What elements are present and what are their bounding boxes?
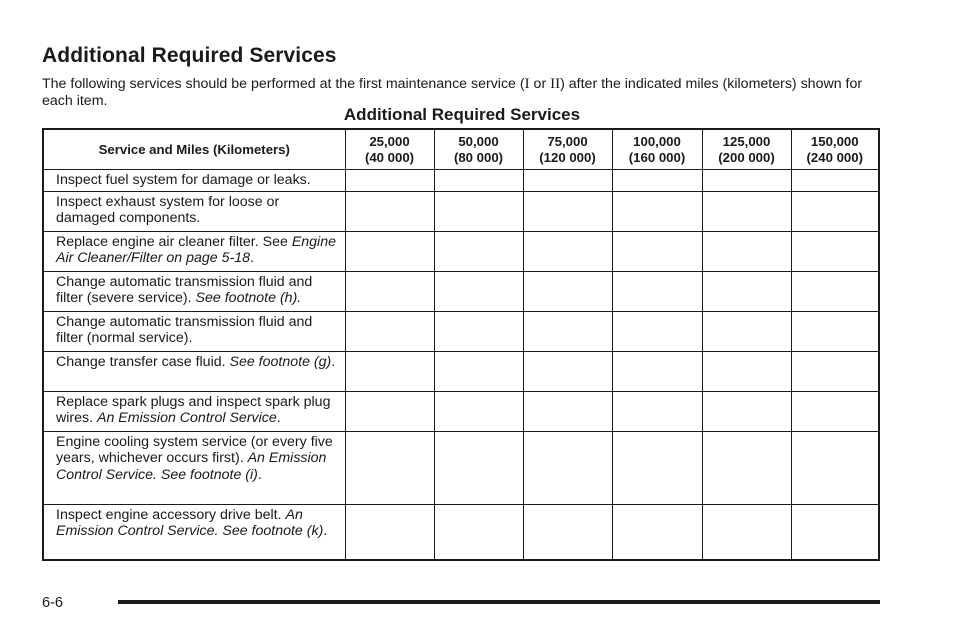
interval-cell [791, 170, 879, 192]
interval-cell [523, 391, 612, 431]
interval-cell [523, 191, 612, 231]
interval-cell [434, 191, 523, 231]
interval-cell [434, 431, 523, 504]
service-note: An Emission Control Service [97, 410, 277, 426]
interval-cell [523, 431, 612, 504]
interval-cell [612, 170, 702, 192]
interval-cell [791, 504, 879, 560]
service-text: Change automatic transmission fluid and filter (normal service). [56, 313, 313, 346]
mileage-miles: 25,000 [369, 133, 410, 149]
mileage-km: (200 000) [718, 149, 775, 165]
table-row [43, 311, 879, 351]
service-description [43, 231, 345, 271]
interval-cell [523, 271, 612, 311]
interval-cell [345, 391, 434, 431]
intro-roman-one: I [524, 76, 530, 92]
interval-cell [612, 311, 702, 351]
table-row [43, 504, 879, 560]
mileage-miles: 75,000 [547, 133, 588, 149]
interval-cell [523, 504, 612, 560]
service-note: See footnote (g) [229, 353, 332, 370]
table-row [43, 431, 879, 504]
mileage-km: (240 000) [806, 149, 863, 165]
interval-cell [612, 391, 702, 431]
mileage-header [791, 129, 879, 170]
service-text: Change automatic transmission fluid and filter (severe service). [56, 273, 313, 306]
interval-cell [791, 191, 879, 231]
service-punctuation: . [257, 466, 262, 483]
table-row [43, 391, 879, 431]
interval-cell [612, 231, 702, 271]
interval-cell [434, 351, 523, 391]
service-description [43, 311, 345, 351]
mileage-km: (40 000) [364, 149, 415, 165]
interval-cell [345, 504, 434, 560]
interval-cell [702, 391, 791, 431]
interval-cell [702, 231, 791, 271]
interval-cell [345, 191, 434, 231]
mileage-miles: 150,000 [810, 133, 859, 149]
service-text: Replace engine air cleaner filter. See [56, 233, 292, 250]
mileage-km: (160 000) [628, 149, 686, 165]
table-caption: Additional Required Services [343, 105, 581, 124]
mileage-km: (120 000) [539, 149, 596, 165]
footer-rule [118, 600, 880, 604]
mileage-km: (80 000) [453, 149, 504, 165]
service-description [43, 431, 345, 504]
interval-cell [702, 170, 791, 192]
service-text: Inspect fuel system for damage or leaks. [56, 172, 311, 188]
interval-cell [434, 231, 523, 271]
mileage-miles: 100,000 [633, 133, 681, 149]
interval-cell [791, 231, 879, 271]
mileage-miles: 50,000 [458, 133, 499, 149]
service-text: Engine cooling system service (or every five years, whichever occurs first). [56, 433, 333, 466]
intro-roman-two: II [550, 76, 561, 92]
interval-cell [791, 391, 879, 431]
service-note: Engine Air Cleaner/Filter on page 5-18 [56, 233, 336, 266]
service-text: Inspect engine accessory drive belt. [56, 506, 286, 523]
service-punctuation: . [276, 410, 281, 426]
interval-cell [523, 231, 612, 271]
mileage-header [523, 129, 612, 170]
interval-cell [523, 311, 612, 351]
interval-cell [791, 351, 879, 391]
service-description [43, 391, 345, 431]
interval-cell [434, 271, 523, 311]
intro-text-end: ) after the indicated miles (kilometers) shown for each item. [42, 76, 863, 109]
service-description [43, 191, 345, 231]
service-description [43, 271, 345, 311]
service-punctuation: . [323, 523, 328, 539]
services-table [42, 128, 880, 561]
service-description [43, 504, 345, 560]
table-row [43, 351, 879, 391]
mileage-miles: 125,000 [722, 133, 771, 149]
interval-cell [345, 431, 434, 504]
interval-cell [434, 170, 523, 192]
service-note: An Emission Control Service. See footnote (i) [56, 450, 327, 483]
interval-cell [612, 431, 702, 504]
interval-cell [345, 311, 434, 351]
interval-cell [434, 504, 523, 560]
interval-cell [791, 431, 879, 504]
service-description [43, 170, 345, 192]
interval-cell [434, 311, 523, 351]
interval-cell [345, 231, 434, 271]
service-note: See footnote (h). [195, 290, 302, 306]
mileage-header [702, 129, 791, 170]
interval-cell [345, 170, 434, 192]
table-row [43, 271, 879, 311]
service-punctuation: . [331, 353, 336, 370]
service-description [43, 351, 345, 391]
table-row [43, 170, 879, 192]
table-row [43, 231, 879, 271]
mileage-header [345, 129, 434, 170]
page-title: Additional Required Services [42, 44, 337, 67]
interval-cell [791, 271, 879, 311]
intro-text-or: or [529, 76, 551, 92]
interval-cell [612, 271, 702, 311]
interval-cell [612, 504, 702, 560]
service-text: Change transfer case fluid. [56, 353, 230, 370]
interval-cell [702, 311, 791, 351]
service-header: Service and Miles (Kilometers) [43, 129, 345, 170]
interval-cell [702, 351, 791, 391]
page-number: 6-6 [42, 595, 63, 611]
service-text: Inspect exhaust system for loose or damaged components. [56, 193, 280, 226]
intro-text-start: The following services should be performed at the first maintenance service ( [42, 76, 525, 92]
interval-cell [434, 391, 523, 431]
header-row [43, 129, 879, 170]
interval-cell [523, 351, 612, 391]
interval-cell [791, 311, 879, 351]
interval-cell [702, 271, 791, 311]
mileage-header [612, 129, 702, 170]
interval-cell [523, 170, 612, 192]
interval-cell [612, 351, 702, 391]
interval-cell [345, 351, 434, 391]
mileage-header [434, 129, 523, 170]
service-note: An Emission Control Service. See footnote (k) [56, 506, 324, 539]
interval-cell [702, 504, 791, 560]
table-row [43, 191, 879, 231]
interval-cell [702, 431, 791, 504]
interval-cell [612, 191, 702, 231]
service-text: Replace spark plugs and inspect spark plug wires. [56, 393, 331, 426]
interval-cell [702, 191, 791, 231]
service-punctuation: . [250, 250, 254, 266]
interval-cell [345, 271, 434, 311]
